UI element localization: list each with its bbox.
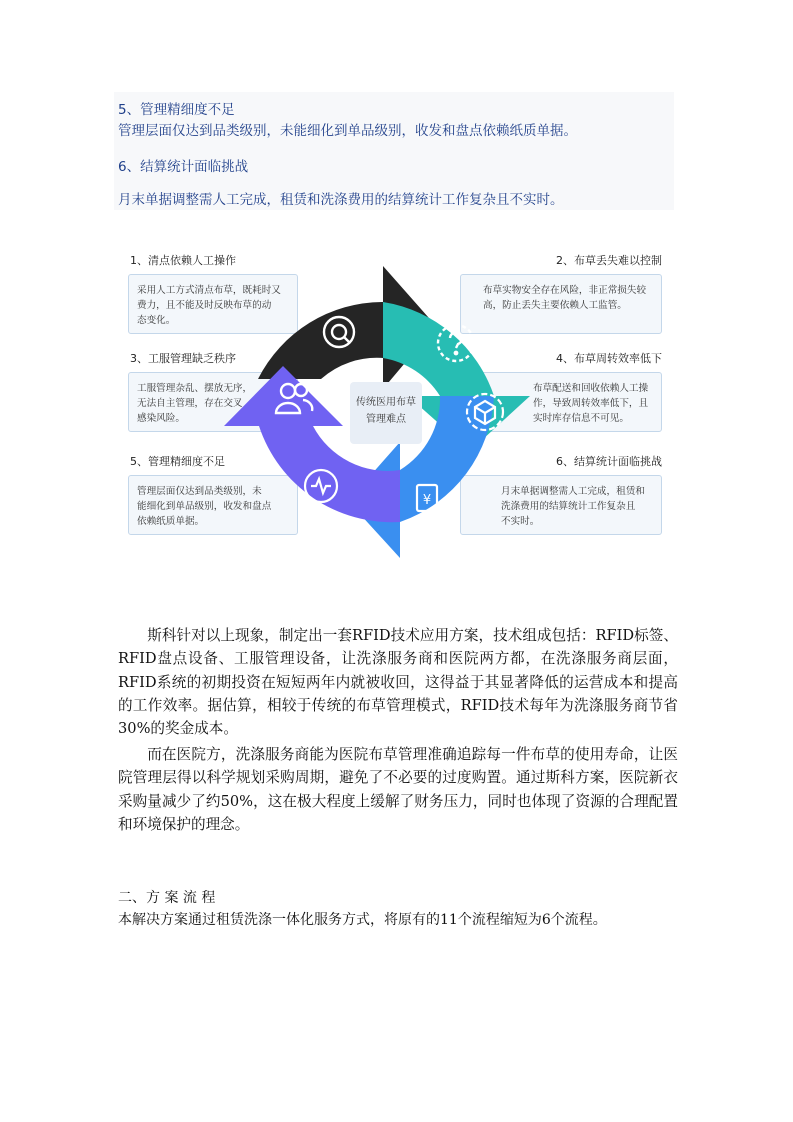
cycle-diagram [118, 246, 676, 566]
item-4-line: 布草配送和回收依赖人工操 [533, 383, 649, 394]
item-4-line: 作，导致周转效率低下，且 [533, 398, 649, 409]
text-5: 管理层面仅达到品类级别，未能细化到单品级别，收发和盘点依赖纸质单据。 [118, 123, 577, 139]
item-5-line: 管理层面仅达到品类级别，未 [137, 486, 262, 497]
item-2-line: 布草实物安全存在风险，非正常损失较 [483, 285, 647, 296]
svg-text:¥: ¥ [422, 493, 432, 508]
center-label [350, 382, 422, 444]
item-6-line: 不实时。 [501, 516, 540, 527]
paragraph-1 [118, 624, 678, 740]
item-2-line: 高，防止丢失主要依赖人工监管。 [483, 300, 627, 311]
section-text: 本解决方案通过租赁洗涤一体化服务方式，将原有的11个流程缩短为6个流程。 [118, 912, 607, 928]
item-3-title: 3、工服管理缺乏秩序 [130, 352, 236, 365]
heading-5: 5、管理精细度不足 [118, 102, 235, 118]
item-1-line: 费力，且不能及时反映布草的动 [137, 300, 272, 311]
item-6-line: 月末单据调整需人工完成，租赁和 [501, 486, 645, 497]
paragraph-2 [118, 743, 678, 836]
section-heading: 二、方 案 流 程 [118, 890, 216, 906]
item-5-line: 依赖纸质单据。 [137, 516, 205, 527]
paragraph-text: 而在医院方，洗涤服务商能为医院布草管理准确追踪每一件布草的使用寿命，让医院管理层得以科学规划采购周期，避免了不必要的过度购置。通过斯科方案，医院新衣采购量减少了约50%，这在极大程度上缓解了财务压力，同时也体现了资源的合理配置和环境保护的理念。 [118, 746, 678, 833]
text-6: 月末单据调整需人工完成，租赁和洗涤费用的结算统计工作复杂且不实时。 [118, 192, 564, 208]
item-2-title: 2、布草丢失难以控制 [556, 254, 662, 267]
item-1-line: 采用人工方式清点布草，既耗时又 [137, 285, 281, 296]
item-3-line: 无法自主管理，存在交叉 [137, 398, 243, 409]
item-3-line: 感染风险。 [137, 413, 185, 424]
item-5-title: 5、管理精细度不足 [130, 455, 225, 468]
center-line: 管理难点 [366, 414, 406, 425]
item-1-line: 态变化。 [137, 315, 176, 326]
item-6-line: 洗涤费用的结算统计工作复杂且 [501, 501, 636, 512]
item-3-line: 工服管理杂乱、摆放无序， [137, 383, 253, 394]
item-1-title: 1、清点依赖人工操作 [130, 254, 236, 267]
item-4-line: 实时库存信息不可见。 [533, 413, 629, 424]
item-4-title: 4、布草周转效率低下 [556, 352, 662, 365]
item-6-title: 6、结算统计面临挑战 [556, 455, 662, 468]
heading-6: 6、结算统计面临挑战 [118, 159, 249, 175]
item-5-line: 能细化到单品级别，收发和盘点 [137, 501, 272, 512]
center-line: 传统医用布草 [356, 397, 416, 408]
paragraph-text: 斯科针对以上现象，制定出一套RFID技术应用方案，技术组成包括：RFID标签、RFID盘点设备、工服管理设备，让洗涤服务商和医院两方都，在洗涤服务商层面，RFID系统的初期投资在短短两年内就被收回，这得益于其显著降低的运营成本和提高的工作效率。据估算，相较于传统的布草管理模式，RFID技术每年为洗涤服务商节省30%的奖金成本。 [118, 627, 678, 738]
